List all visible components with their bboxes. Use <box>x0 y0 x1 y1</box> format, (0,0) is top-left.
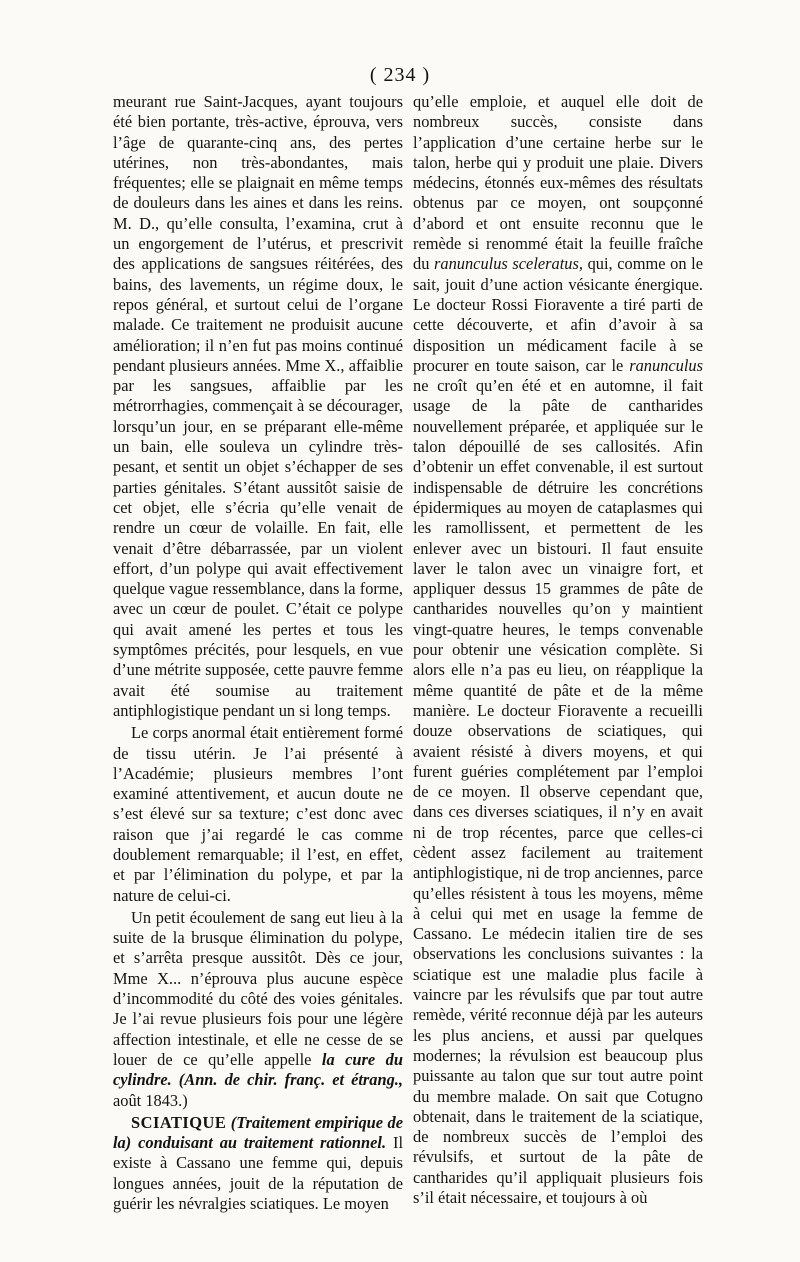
left-column <box>113 92 403 1214</box>
entry-subtitle: (Traitement empirique de la) conduisant au traitement rationnel. <box>113 1112 403 1153</box>
entry-paragraph <box>113 1113 403 1214</box>
citation-date: août 1843.) <box>113 1090 188 1110</box>
plant-name: ranunculus sceleratus, <box>434 254 583 274</box>
right-column <box>413 92 703 1208</box>
paragraph-text: qui, comme on le sait, jouit d’une action vésicante énergique. Le docteur Rossi Fioravente a tiré parti de cette découverte, et afin d’avoir à sa disposition un médicament facile à se procurer en toute saison, car le <box>413 254 703 375</box>
plant-name: ranunculus <box>629 355 703 375</box>
entry-title: SCIATIQUE <box>131 1112 227 1132</box>
paragraph <box>413 92 703 1208</box>
paragraph <box>113 908 403 1111</box>
citation: (Ann. de chir. franç. et étrang., <box>178 1070 404 1090</box>
paragraph: Le corps anormal était entièrement formé de tissu utérin. Je l’ai présenté à l’Académie; plusieurs membres l’ont examiné attentivement, et aucun doute ne s’est élevé sur sa texture; c’est donc avec raison que j’ai regardé le cas comme doublement remarquable; il l’est, en effet, et par l’élimination du polype, et par la nature de celui-ci. <box>113 723 403 905</box>
page-number: ( 234 ) <box>369 64 431 86</box>
paragraph-text: Un petit écoulement de sang eut lieu à la suite de la brusque élimination du polype, et s’arrêta presque aussitôt. Dès ce jour, Mme X... n’éprouva plus aucune espèce d’incommodité du côté des voies génitales. Je l’ai revue plusieurs fois pour une légère affection intestinale, et elle ne cesse de se louer de ce qu’elle appelle <box>113 907 403 1069</box>
entry-text: Il existe à Cassano une femme qui, depuis longues années, jouit de la réputation de guérir les névralgies sciatiques. Le moyen <box>113 1133 403 1214</box>
quote-italic: la cure du cylindre. <box>113 1049 403 1090</box>
paragraph: meurant rue Saint-Jacques, ayant toujours été bien portante, très-active, éprouva, vers l’âge de quarante-cinq ans, des pertes utérines, non très-abondantes, mais fréquentes; elle se plaignait en même temps de douleurs dans les aines et dans les reins. M. D., qu’elle consulta, l’examina, crut à un engorgement de l’utérus, et prescrivit des applications de sangsues réitérées, des bains, des lavements, un régime doux, le repos général, et surtout celui de l’organe malade. Ce traitement ne produisit aucune amélioration; il n’en fut pas moins continué pendant plusieurs années. Mme X., affaiblie par les sangsues, affaiblie par les métrorrhagies, commençait à se décourager, lorsqu’un jour, en se préparant elle-même un bain, elle souleva un cylindre très-pesant, et sentit un objet s’échapper de ses parties génitales. S’étant aussitôt saisie de cet objet, elle s’écria qu’elle venait de rendre un cœur de volaille. En fait, elle venait d’être débarrassée, par un violent effort, d’un polype qui avait effectivement quelque vague ressemblance, dans la forme, avec un cœur de poulet. C’était ce polype qui avait amené les pertes et tous les symptômes précités, pour lesquels, en vue d’une métrite supposée, cette pauvre femme avait été soumise au traitement antiphlogistique pendant un si long temps. <box>113 92 403 720</box>
paragraph-text: ne croît qu’en été et en automne, il fait usage de la pâte de cantharides nouvellement préparée, et appliquée sur le talon dépouillé de ses callosités. Afin d’obtenir un effet convenable, il est surtout indispensable de détruire les concrétions épidermiques au moyen de cataplasmes qui les ramollissent, et permettent de les enlever avec un bistouri. Il faut ensuite laver le talon avec un vinaigre fort, et appliquer dessus 15 grammes de pâte de cantharides nouvelles qu’on y maintient vingt-quatre heures, le temps convenable pour obtenir une vésication complète. Si alors elle n’a pas eu lieu, on réapplique la même quantité de pâte et de la même manière. Le docteur Fioravente a recueilli douze observations de sciatiques, qui avaient résisté à divers moyens, et qui furent guéries complétement par l’emploi de ce moyen. Il observe cependant que, dans ces diverses sciatiques, il n’y en avait ni de trop récentes, parce que celles-ci cèdent assez facilement au traitement antiphlogistique, ni de trop anciennes, parce qu’elles résistent à tous les moyens, même à celui qui met en usage la femme de Cassano. Le médecin italien tire de ses observations les conclusions suivantes : la sciatique est une maladie plus facile à vaincre par les révulsifs que par tout autre remède, vérité reconnue déjà par les auteurs les plus anciens, et aussi par quelques modernes; la révulsion est beaucoup plus puissante au talon que sur tout autre point du membre malade. On sait que Cotugno obtenait, dans le traitement de la sciatique, de nombreux succès de l’emploi des révulsifs, et surtout de la pâte de cantharides qu’il appliquait plusieurs fois s’il était nécessaire, et toujours à où <box>413 376 703 1208</box>
paragraph-text: qu’elle emploie, et auquel elle doit de nombreux succès, consiste dans l’application d’une certaine herbe sur le talon, herbe qui y produit une plaie. Divers médecins, étonnés eux-mêmes des résultats obtenus par ce moyen, ont soupçonné d’abord et ont ensuite reconnu que le remède si renommé était la feuille fraîche du <box>413 92 703 274</box>
